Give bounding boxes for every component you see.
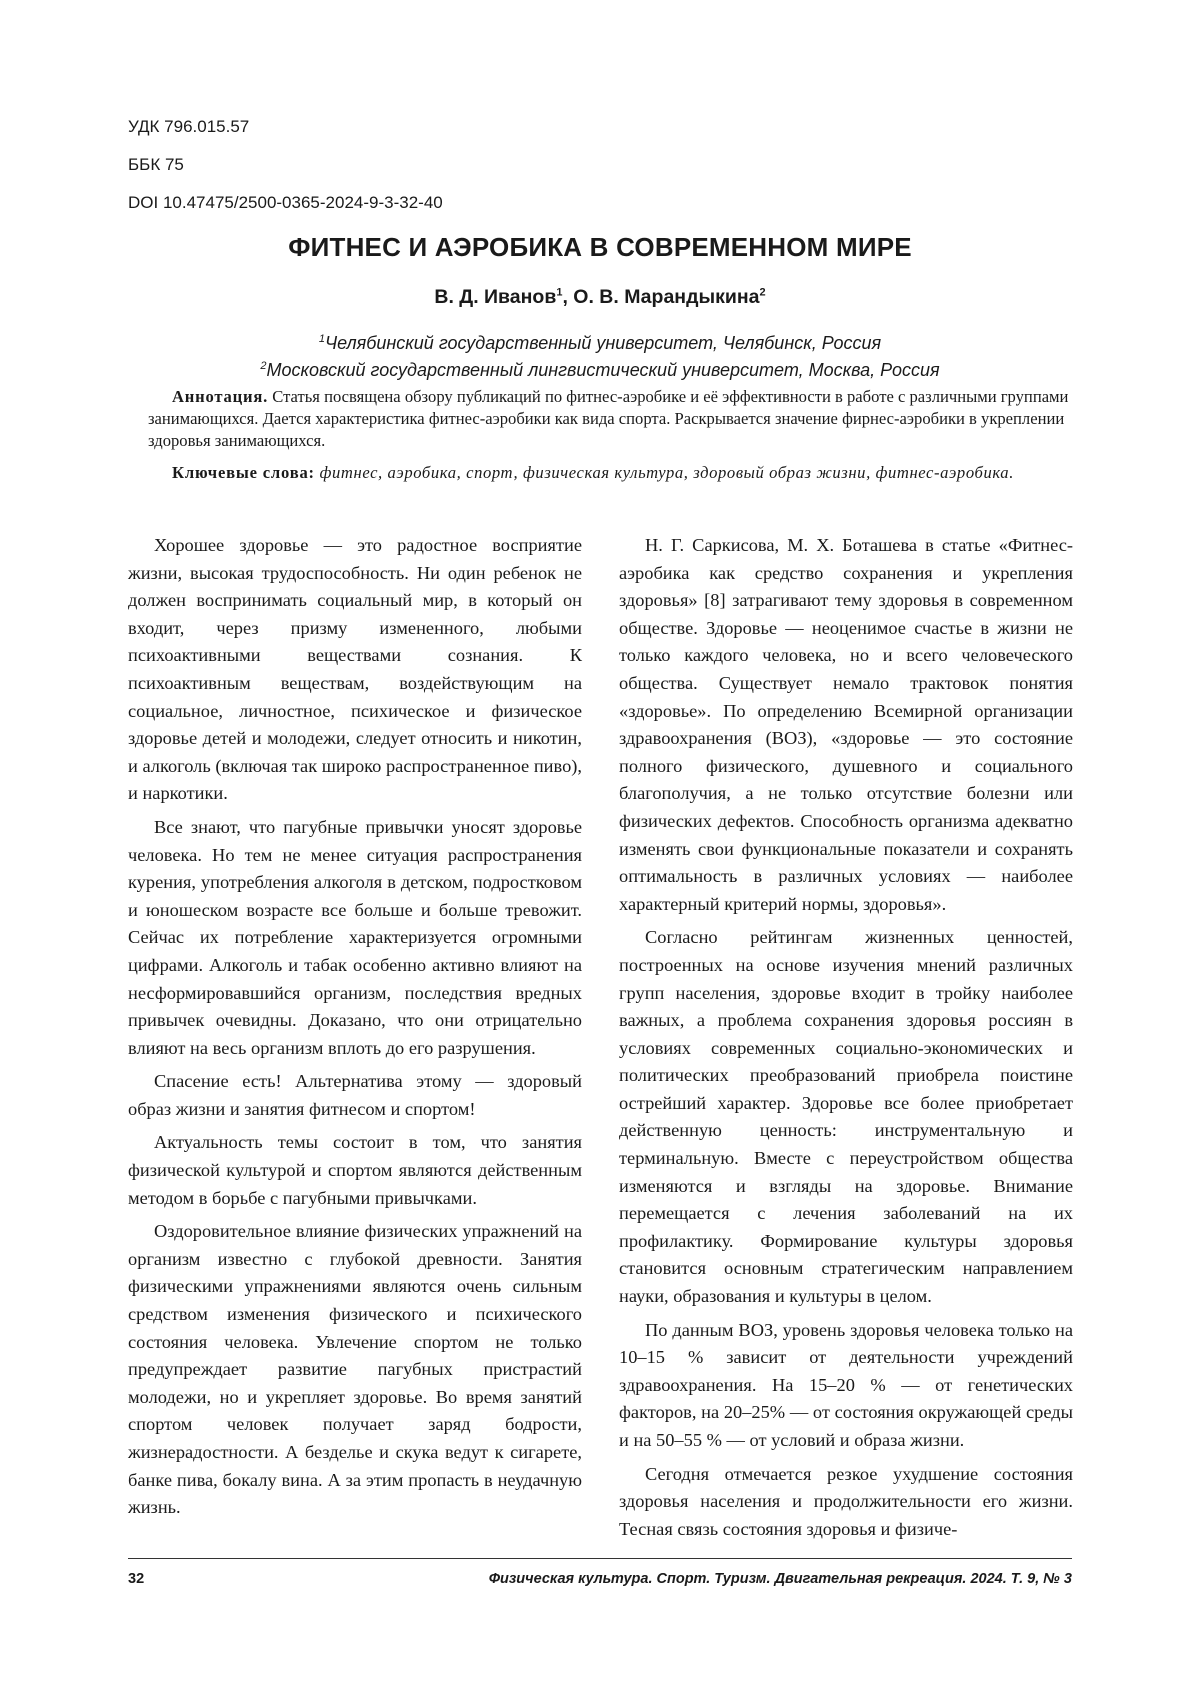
author-affiliation-mark: 2: [759, 286, 766, 299]
body-column-right: [619, 532, 1073, 1549]
keywords-label: Ключевые слова:: [172, 463, 315, 482]
affiliation-line: [0, 355, 1200, 382]
affiliation-line: [0, 328, 1200, 355]
bbk-code: ББК 75: [128, 155, 184, 174]
affiliation-mark: 2: [260, 360, 267, 372]
doi-link[interactable]: DOI 10.47475/2500-0365-2024-9-3-32-40: [128, 193, 443, 212]
body-paragraph: Сегодня отмечается резкое ухудшение состояния здоровья населения и продолжительности его жизни. Тесная связь состояния здоровья и физиче-: [619, 1463, 1073, 1539]
body-paragraph: Актуальность темы состоит в том, что занятия физической культурой и спортом являются действенным методом в борьбе с пагубными привычками.: [128, 1132, 582, 1208]
keywords-text: фитнес, аэробика, спорт, физическая культура, здоровый образ жизни, фитнес-аэробика.: [314, 463, 1014, 482]
affiliation-text: Челябинский государственный университет, Челябинск, Россия: [324, 333, 882, 353]
abstract-paragraph: [148, 386, 1070, 452]
footer-rule: [128, 1558, 1072, 1559]
author-name: О. В. Марандыкина: [573, 286, 760, 308]
body-paragraph: Согласно рейтингам жизненных ценностей, построенных на основе изучения мнений различных групп населения, здоровье входит в тройку наиболее важных, а проблема сохранения здоровья россиян в условиях современных социально-экономических и политических преобразований приобрела поистине острейший характер. Здоровье все более приобретает действенную ценность: инструментальную и терминальную. Вместе с переустройством общества изменяются и взгляды на здоровье. Внимание перемещается с лечения заболеваний на их профилактику. Формирование культуры здоровья становится основным стратегическим направлением науки, образования и культуры в целом.: [619, 927, 1073, 1307]
abstract-block: [148, 386, 1070, 484]
body-paragraph: Хорошее здоровье — это радостное восприятие жизни, высокая трудоспособность. Ни один ребенок не должен воспринимать социальный мир, в который он входит, через призму измененного, любыми психоактивными веществами сознания. К психоактивным веществам, воздействующим на социальное, личностное, психическое и физическое здоровье детей и молодежи, следует относить и никотин, и алкоголь (включая так широко распространенное пиво), и наркотики.: [128, 535, 582, 804]
page-number: 32: [128, 1571, 145, 1587]
body-paragraph: Н. Г. Саркисова, М. Х. Боташева в статье «Фитнес-аэробика как средство сохранения и укрепления здоровья» [8] затрагивают тему здоровья в современном обществе. Здоровье — неоценимое счастье в жизни не только каждого человека, но и всего человеческого общества. Существует немало трактовок понятия «здоровье». По определению Всемирной организации здравоохранения (ВОЗ), «здоровье — это состояние полного физического, душевного и социального благополучия, а не только отсутствие болезни или физических дефектов. Способность организма адекватно изменять свои функциональные показатели и сохранять оптимальность в различных условиях — наиболее характерный критерий нормы, здоровья».: [619, 535, 1073, 914]
body-paragraph: Оздоровительное влияние физических упражнений на организм известно с глубокой древности. Занятия физическими упражнениями являются очень сильным средством изменения физического и психического состояния человека. Увлечение спортом не только предупреждает развитие пагубных пристрастий молодежи, но и укрепляет здоровье. Во время занятий спортом человек получает заряд бодрости, жизнерадостности. А безделье и скука ведут к сигарете, банке пива, бокалу вина. А за этим пропасть в неудачную жизнь.: [128, 1221, 582, 1518]
journal-citation: Физическая культура. Спорт. Туризм. Двигательная рекреация. 2024. Т. 9, № 3: [488, 1571, 1072, 1587]
author-affiliation-mark: 1: [556, 286, 563, 299]
article-title: ФИТНЕС И АЭРОБИКА В СОВРЕМЕННОМ МИРЕ: [288, 232, 912, 262]
keywords-paragraph: [148, 462, 1070, 484]
affiliation-text: Московский государственный лингвистический университет, Москва, Россия: [266, 360, 940, 380]
udk-code: УДК 796.015.57: [128, 117, 250, 136]
author-name: В. Д. Иванов: [434, 286, 557, 308]
article-metadata: [128, 108, 443, 222]
abstract-label: Аннотация.: [172, 387, 269, 406]
article-authors: [0, 286, 1200, 309]
affiliation-mark: 1: [318, 333, 325, 345]
body-column-left: [128, 532, 582, 1528]
author-separator: ,: [562, 286, 574, 308]
abstract-text: Статья посвящена обзору публикаций по фитнес-аэробике и её эффективности в работе с различными группами занимающихся. Дается характеристика фитнес-аэробики как вида спорта. Раскрывается значение фирнес-аэробики в укреплении здоровья занимающихся.: [148, 387, 1069, 450]
body-paragraph: Все знают, что пагубные привычки уносят здоровье человека. Но тем не менее ситуация распространения курения, употребления алкоголя в детском, подростковом и юношеском возрасте все больше и больше тревожит. Сейчас их потребление характеризуется огромными цифрами. Алкоголь и табак особенно активно влияют на несформировавшийся организм, последствия вредных привычек очевидны. Доказано, что они отрицательно влияют на весь организм вплоть до его разрушения.: [128, 816, 582, 1058]
body-paragraph: По данным ВОЗ, уровень здоровья человека только на 10–15 % зависит от деятельности учреждений здравоохранения. На 15–20 % — от генетических факторов, на 20–25% — от состояния окружающей среды и на 50–55 % — от условий и образа жизни.: [619, 1319, 1073, 1450]
body-paragraph: Спасение есть! Альтернатива этому — здоровый образ жизни и занятия фитнесом и спортом!: [128, 1071, 582, 1119]
affiliations: [0, 328, 1200, 382]
